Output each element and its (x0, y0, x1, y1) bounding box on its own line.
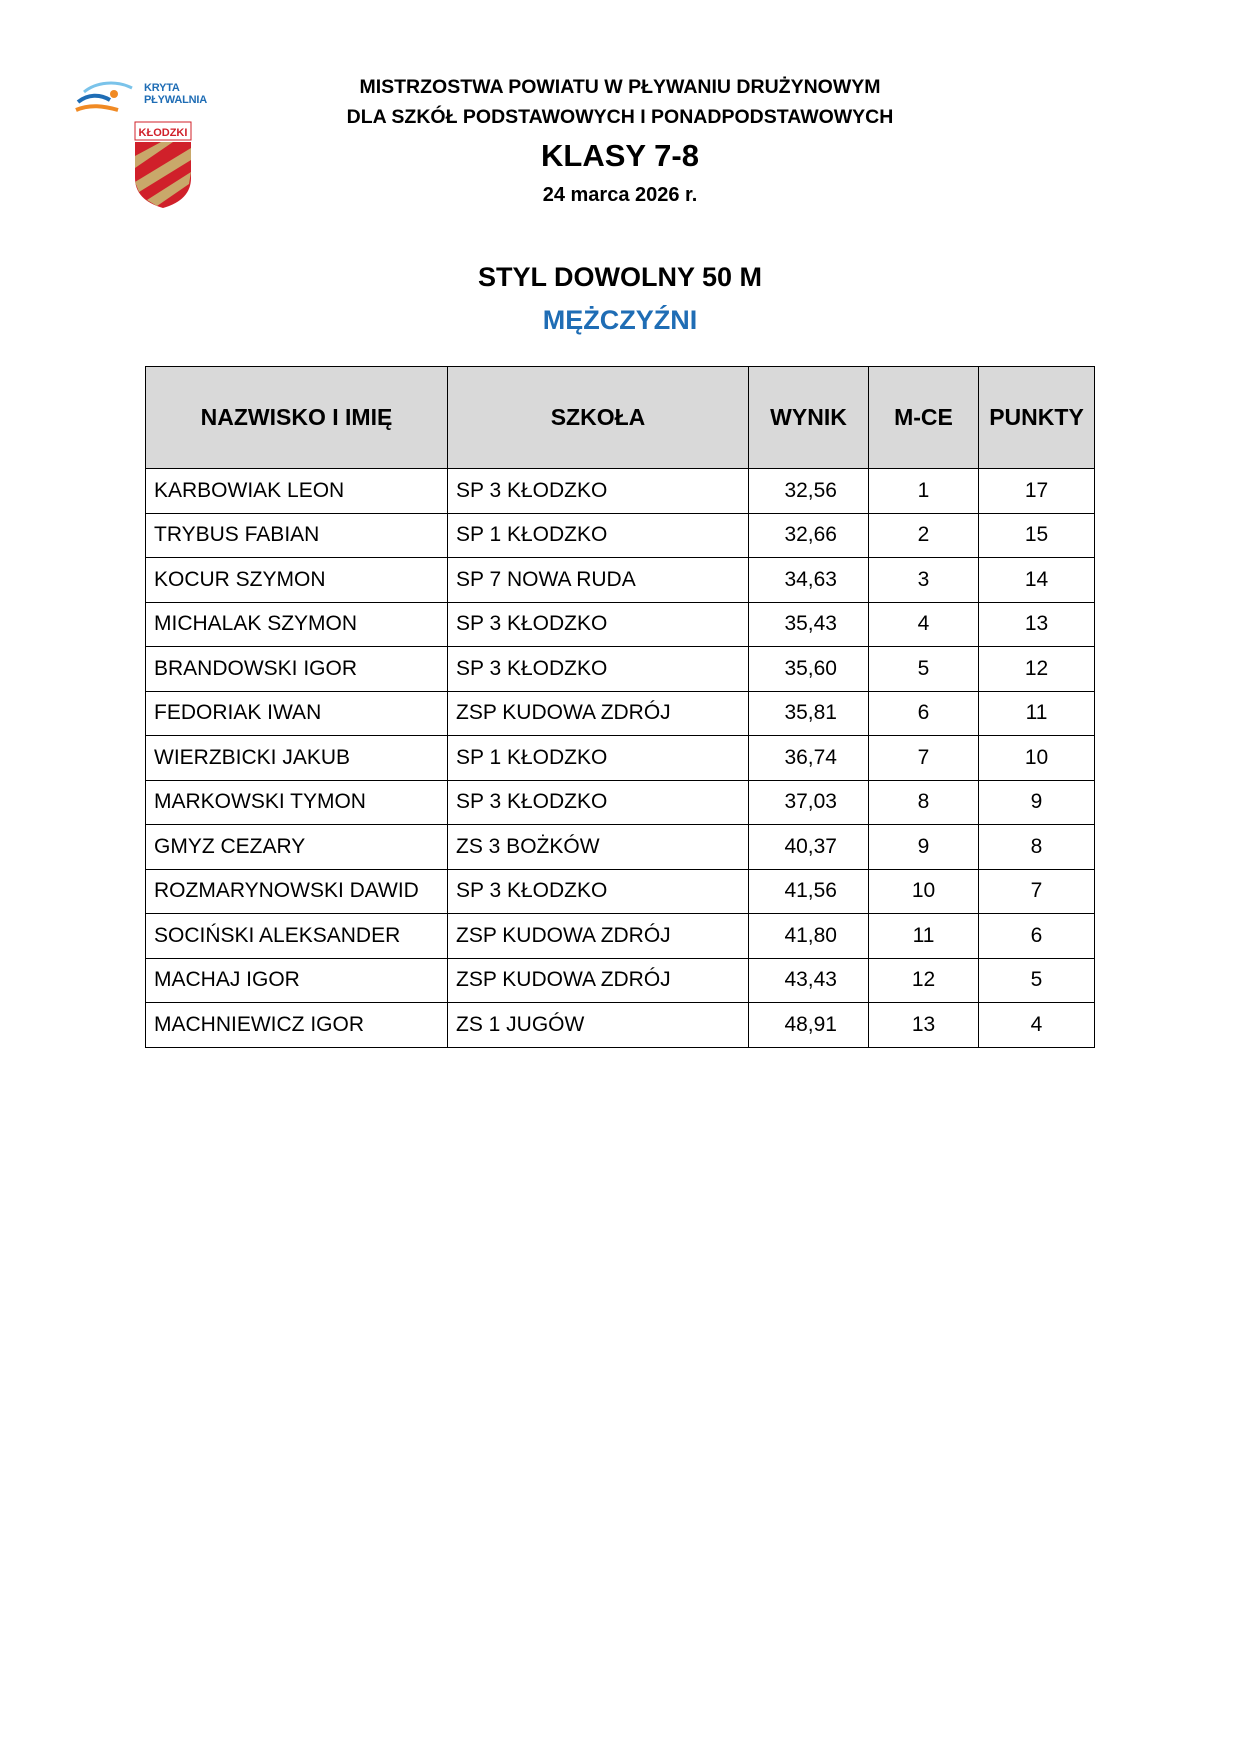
result-cell: 32,56 (749, 469, 869, 514)
place-cell: 11 (869, 914, 979, 959)
column-header-result: WYNIK (749, 367, 869, 469)
name-cell: MICHALAK SZYMON (146, 602, 448, 647)
school-cell: ZSP KUDOWA ZDRÓJ (448, 691, 749, 736)
name-cell: MACHNIEWICZ IGOR (146, 1003, 448, 1048)
table-row (146, 869, 1095, 914)
result-cell: 35,81 (749, 691, 869, 736)
place-cell: 10 (869, 869, 979, 914)
result-cell: 41,56 (749, 869, 869, 914)
classes-heading: KLASY 7-8 (541, 138, 699, 173)
pool-logo (74, 78, 234, 118)
place-cell: 8 (869, 780, 979, 825)
place-cell: 5 (869, 647, 979, 692)
points-cell: 7 (979, 869, 1095, 914)
points-cell: 10 (979, 736, 1095, 781)
name-cell: GMYZ CEZARY (146, 825, 448, 870)
table-row (146, 558, 1095, 603)
table-row (146, 825, 1095, 870)
competition-date: 24 marca 2026 r. (542, 184, 698, 206)
result-cell: 32,66 (749, 513, 869, 558)
points-cell: 9 (979, 780, 1095, 825)
school-cell: ZSP KUDOWA ZDRÓJ (448, 914, 749, 959)
result-cell: 48,91 (749, 1003, 869, 1048)
points-cell: 11 (979, 691, 1095, 736)
name-cell: BRANDOWSKI IGOR (146, 647, 448, 692)
table-row (146, 780, 1095, 825)
place-cell: 1 (869, 469, 979, 514)
table-row (146, 914, 1095, 959)
name-cell: SOCIŃSKI ALEKSANDER (146, 914, 448, 959)
place-cell: 4 (869, 602, 979, 647)
place-cell: 3 (869, 558, 979, 603)
school-cell: ZS 3 BOŻKÓW (448, 825, 749, 870)
category-title: MĘŻCZYŹNI (542, 305, 698, 335)
competition-title-line2: DLA SZKÓŁ PODSTAWOWYCH I PONADPODSTAWOWYCH (346, 106, 894, 128)
table-header-row (146, 367, 1095, 469)
name-cell: MARKOWSKI TYMON (146, 780, 448, 825)
points-cell: 14 (979, 558, 1095, 603)
name-cell: KOCUR SZYMON (146, 558, 448, 603)
points-cell: 5 (979, 958, 1095, 1003)
table-row (146, 469, 1095, 514)
column-header-school: SZKOŁA (448, 367, 749, 469)
result-cell: 35,60 (749, 647, 869, 692)
school-cell: ZS 1 JUGÓW (448, 1003, 749, 1048)
name-cell: TRYBUS FABIAN (146, 513, 448, 558)
school-cell: ZSP KUDOWA ZDRÓJ (448, 958, 749, 1003)
points-cell: 12 (979, 647, 1095, 692)
swimmer-icon (74, 78, 144, 118)
column-header-place: M-CE (869, 367, 979, 469)
points-cell: 17 (979, 469, 1095, 514)
table-row (146, 736, 1095, 781)
result-cell: 40,37 (749, 825, 869, 870)
points-cell: 15 (979, 513, 1095, 558)
place-cell: 7 (869, 736, 979, 781)
place-cell: 13 (869, 1003, 979, 1048)
pool-logo-text: KRYTA PŁYWALNIA (144, 82, 207, 106)
school-cell: SP 3 KŁODZKO (448, 869, 749, 914)
result-cell: 41,80 (749, 914, 869, 959)
school-cell: SP 1 KŁODZKO (448, 736, 749, 781)
school-cell: SP 3 KŁODZKO (448, 780, 749, 825)
table-row (146, 602, 1095, 647)
result-cell: 34,63 (749, 558, 869, 603)
school-cell: SP 1 KŁODZKO (448, 513, 749, 558)
table-row (146, 647, 1095, 692)
name-cell: FEDORIAK IWAN (146, 691, 448, 736)
place-cell: 6 (869, 691, 979, 736)
school-cell: SP 3 KŁODZKO (448, 647, 749, 692)
result-cell: 37,03 (749, 780, 869, 825)
column-header-points: PUNKTY (979, 367, 1095, 469)
points-cell: 8 (979, 825, 1095, 870)
school-cell: SP 3 KŁODZKO (448, 469, 749, 514)
result-cell: 36,74 (749, 736, 869, 781)
table-row (146, 691, 1095, 736)
result-cell: 43,43 (749, 958, 869, 1003)
result-cell: 35,43 (749, 602, 869, 647)
table-row (146, 513, 1095, 558)
competition-title-line1: MISTRZOSTWA POWIATU W PŁYWANIU DRUŻYNOWYM (359, 76, 881, 98)
crest-logo-text: KŁODZKI (138, 127, 188, 139)
place-cell: 2 (869, 513, 979, 558)
school-cell: SP 7 NOWA RUDA (448, 558, 749, 603)
points-cell: 6 (979, 914, 1095, 959)
name-cell: MACHAJ IGOR (146, 958, 448, 1003)
school-cell: SP 3 KŁODZKO (448, 602, 749, 647)
name-cell: KARBOWIAK LEON (146, 469, 448, 514)
county-crest-logo (133, 120, 193, 210)
name-cell: WIERZBICKI JAKUB (146, 736, 448, 781)
points-cell: 13 (979, 602, 1095, 647)
place-cell: 9 (869, 825, 979, 870)
place-cell: 12 (869, 958, 979, 1003)
name-cell: ROZMARYNOWSKI DAWID (146, 869, 448, 914)
table-row (146, 1003, 1095, 1048)
column-header-name: NAZWISKO I IMIĘ (146, 367, 448, 469)
results-table (145, 366, 1095, 1048)
points-cell: 4 (979, 1003, 1095, 1048)
table-row (146, 958, 1095, 1003)
event-title: STYL DOWOLNY 50 M (477, 262, 763, 292)
